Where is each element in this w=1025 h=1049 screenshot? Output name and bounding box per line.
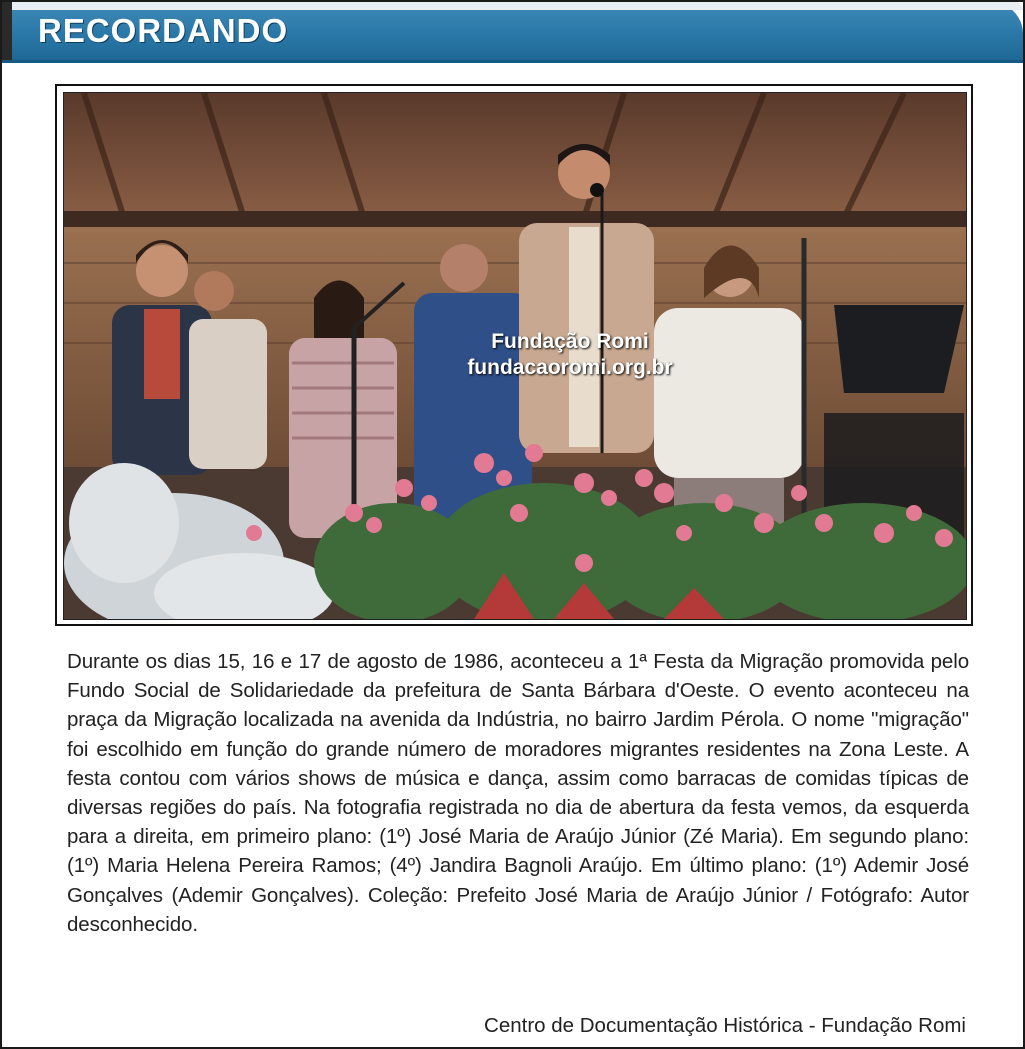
historical-photo <box>63 92 967 620</box>
section-title: RECORDANDO <box>38 12 289 49</box>
watermark-name: Fundação Romi <box>491 330 649 353</box>
article-credit: Centro de Documentação Histórica - Fundação Romi <box>484 1014 966 1037</box>
section-header <box>2 2 1023 63</box>
article-body: Durante os dias 15, 16 e 17 de agosto de 1986, aconteceu a 1ª Festa da Migração promovida pelo Fundo Social de Solidariedade da prefeitura de Santa Bárbara d'Oeste. O evento aconteceu na praça da Migração localizada na avenida da Indústria, no bairro Jardim Pérola. O nome "migração" foi escolhido em função do grande número de moradores migrantes residentes na Zona Leste. A festa contou com vários shows de música e dança, assim como barracas de comidas típicas de diversas regiões do país. Na fotografia registrada no dia de abertura da festa vemos, da esquerda para a direita, em primeiro plano: (1º) José Maria de Araújo Júnior (Zé Maria). Em segundo plano: (1º) Maria Helena Pereira Ramos; (4º) Jandira Bagnoli Araújo. Em último plano: (1º) Ademir José Gonçalves (Ademir Gonçalves). Coleção: Prefeito José Maria de Araújo Júnior / Fotógrafo: Autor desconhecido. <box>67 650 969 936</box>
photo-frame <box>55 84 973 626</box>
photo-watermark <box>64 329 966 381</box>
watermark-url: fundacaoromi.org.br <box>467 356 673 379</box>
